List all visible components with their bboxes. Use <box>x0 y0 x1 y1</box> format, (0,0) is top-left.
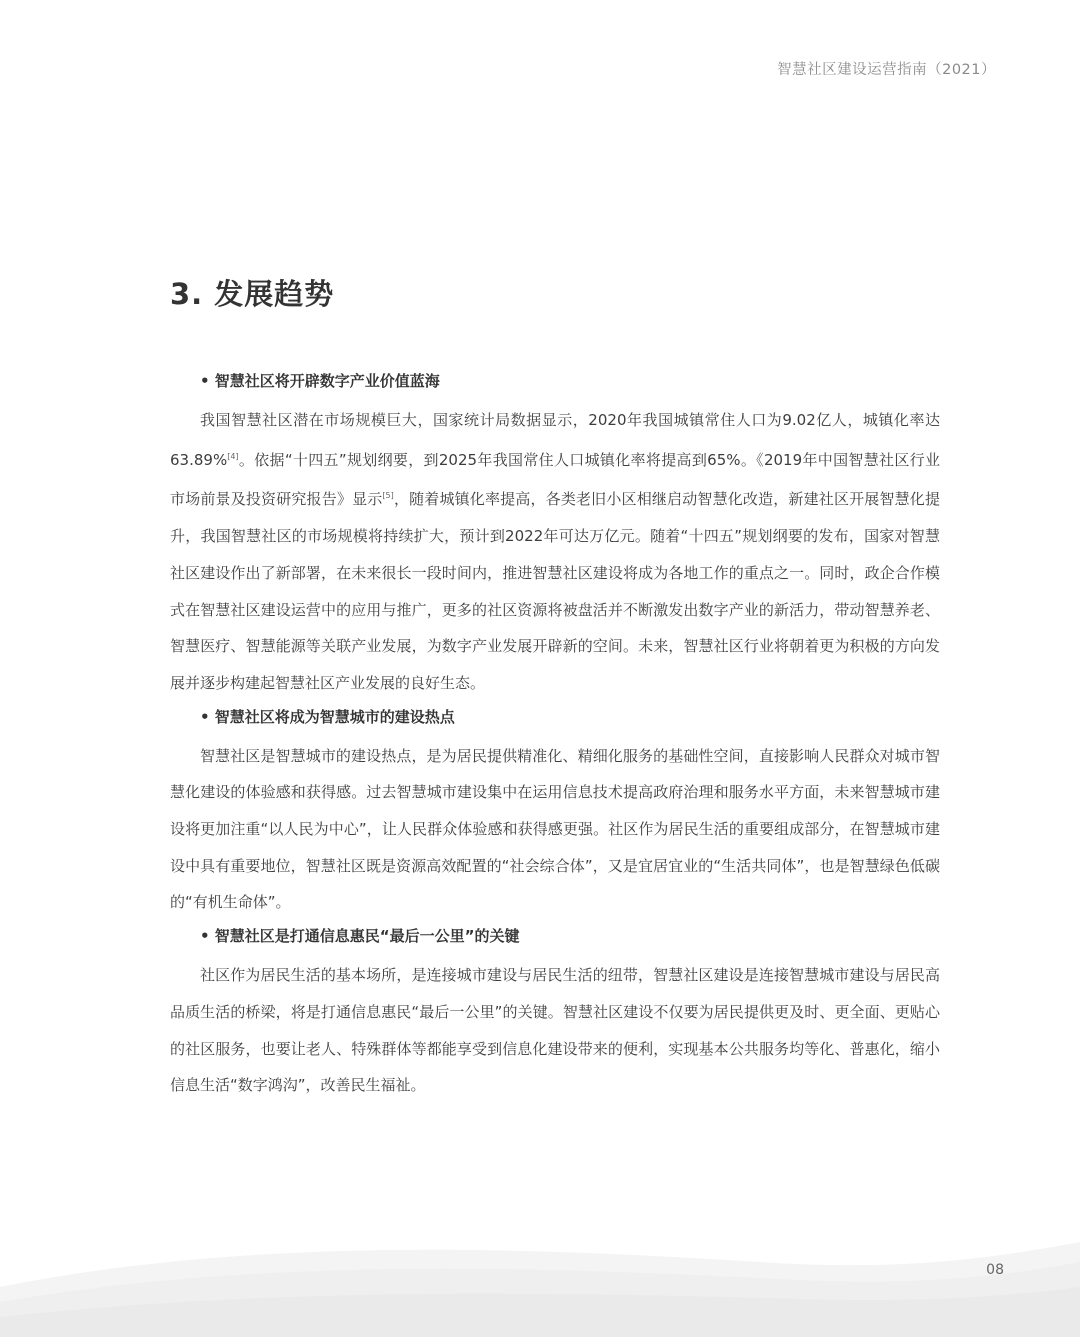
subheading: • 智慧社区是打通信息惠民“最后一公里”的关键 <box>200 927 520 946</box>
trend-block-3 <box>170 921 940 1104</box>
paragraph <box>170 402 940 702</box>
paragraph: 社区作为居民生活的基本场所，是连接城市建设与居民生活的纽带，智慧社区建设是连接智慧城市建设与居民高品质生活的桥梁，将是打通信息惠民“最后一公里”的关键。智慧社区建设不仅要为居民提供更及时、更全面、更贴心的社区服务，也要让老人、特殊群体等都能享受到信息化建设带来的便利，实现基本公共服务均等化、普惠化，缩小信息生活“数字鸿沟”，改善民生福祉。 <box>170 966 940 1095</box>
body-content <box>170 366 940 1104</box>
section-title: 3. 发展趋势 <box>170 277 335 311</box>
paragraph-text: 。依据“十四五”规划纲要，到2025年我国常住人口城镇化率将提高到65%。《2019年中国智慧社区行业市场前景及投资研究报告》显示 <box>170 450 940 509</box>
page-number: 08 <box>986 1262 1004 1278</box>
paragraph-text: 我国智慧社区潜在市场规模巨大，国家统计局数据显示，2020年我国城镇常住人口为9.02亿人，城镇化率达63.89% <box>170 411 940 469</box>
citation-ref: [5] <box>382 491 394 501</box>
running-header: 智慧社区建设运营指南（2021） <box>777 62 996 78</box>
trend-block-1 <box>170 366 940 702</box>
paragraph: 智慧社区是智慧城市的建设热点，是为居民提供精准化、精细化服务的基础性空间，直接影响人民群众对城市智慧化建设的体验感和获得感。过去智慧城市建设集中在运用信息技术提高政府治理和服务水平方面，未来智慧城市建设将更加注重“以人民为中心”，让人民群众体验感和获得感更强。社区作为居民生活的重要组成部分，在智慧城市建设中具有重要地位，智慧社区既是资源高效配置的“社会综合体”，又是宜居宜业的“生活共同体”，也是智慧绿色低碳的“有机生命体”。 <box>170 746 940 912</box>
paragraph-text: ，随着城镇化率提高，各类老旧小区相继启动智慧化改造，新建社区开展智慧化提升，我国智慧社区的市场规模将持续扩大，预计到2022年可达万亿元。随着“十四五”规划纲要的发布，国家对智慧社区建设作出了新部署，在未来很长一段时间内，推进智慧社区建设将成为各地工作的重点之一。同时，政企合作模式在智慧社区建设运营中的应用与推广，更多的社区资源将被盘活并不断激发出数字产业的新活力，带动智慧养老、智慧医疗、智慧能源等关联产业发展，为数字产业发展开辟新的空间。未来，智慧社区行业将朝着更为积极的方向发展并逐步构建起智慧社区产业发展的良好生态。 <box>170 490 940 692</box>
citation-ref: [4] <box>227 451 239 461</box>
subheading: • 智慧社区将开辟数字产业价值蓝海 <box>200 372 440 390</box>
trend-block-2 <box>170 702 940 922</box>
subheading: • 智慧社区将成为智慧城市的建设热点 <box>200 707 455 726</box>
decorative-wave <box>0 1217 1080 1337</box>
